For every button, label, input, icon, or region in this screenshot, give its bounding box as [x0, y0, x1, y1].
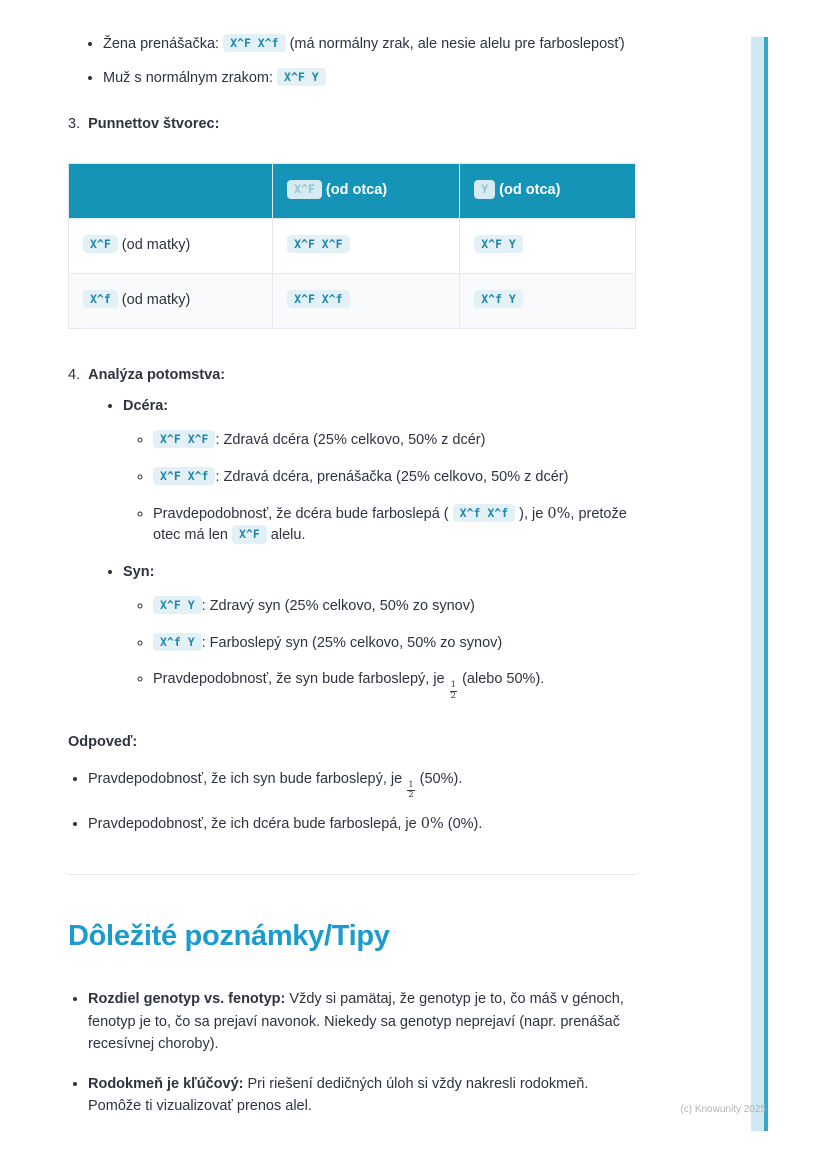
genotype-code-chip: X^f X^f [453, 504, 515, 522]
subsection-label: Dcéra: [123, 398, 169, 415]
scrollbar-track[interactable] [751, 37, 764, 1131]
table-header-cell [460, 164, 636, 219]
genotype-code-chip: Y [474, 180, 495, 198]
row-label: (od matky) [117, 237, 191, 253]
list-number: 3. [68, 115, 81, 132]
list-item-son [123, 562, 636, 702]
list-item-daughter [123, 396, 636, 547]
item-text: : Farboslepý syn (25% celkovo, 50% zo synov) [201, 634, 503, 651]
table-header-cell-empty [69, 164, 273, 219]
genotype-code-chip: X^F [287, 180, 322, 198]
row-label: (od matky) [117, 291, 191, 308]
item-text: Pravdepodobnosť, že dcéra bude farboslepá ( [153, 505, 453, 522]
genotype-code-chip: X^F Y [474, 235, 523, 253]
genotype-code-chip: X^F Y [153, 596, 202, 614]
fraction [450, 681, 457, 702]
item-text: Pravdepodobnosť, že ich syn bude farboslepý, je [88, 770, 407, 787]
list-item [88, 1073, 636, 1118]
table-cell [460, 273, 636, 328]
fraction-denominator: 2 [450, 691, 457, 702]
list-item [153, 430, 636, 452]
item-text: (alebo 50%). [458, 671, 545, 688]
item-text: , pretože otec má len [153, 505, 627, 544]
list-item [153, 504, 636, 548]
table-cell [273, 219, 460, 274]
list-item [88, 814, 636, 836]
math-inline: 0% [420, 816, 444, 833]
item-text: : Zdravá dcéra (25% celkovo, 50% z dcér) [215, 432, 486, 448]
header-label: (od otca) [495, 182, 561, 199]
row-header-cell [69, 219, 273, 274]
list-item [88, 769, 636, 802]
list-item [153, 669, 636, 702]
genotype-code-chip: X^f Y [153, 633, 202, 651]
item-text: (0%). [443, 816, 483, 833]
item-text: Pravdepodobnosť, že syn bude farboslepý, je [153, 671, 449, 688]
tip-text: Vždy si pamätaj, že genotyp je to, čo máš v génoch, fenotyp je to, čo sa prejaví navonok. Niekedy sa genotyp neprejaví (napr. prenášač recesívnej choroby). [88, 991, 624, 1053]
section-divider [68, 874, 636, 875]
document-content [68, 24, 636, 1135]
answer-list [68, 769, 636, 836]
table-header-cell [273, 164, 460, 219]
item-text: : Zdravá dcéra, prenášačka (25% celkovo, 50% z dcér) [215, 468, 569, 485]
genotype-code-chip: X^F [83, 235, 118, 253]
notes-heading: Dôležité poznámky/Tipy [68, 919, 390, 952]
tip-text: Pri riešení dedičných úloh si vždy nakresli rodokmeň. Pomôže ti vizualizovať prenos alel. [88, 1075, 589, 1115]
genotype-code-chip: X^F Y [277, 68, 326, 86]
genotype-code-chip: X^F X^f [223, 34, 285, 52]
table-row [69, 273, 636, 328]
list-item [153, 467, 636, 489]
tip-title: Rodokmeň je kľúčový: [88, 1075, 244, 1092]
genotype-code-chip: X^F X^F [153, 430, 215, 448]
list-item [153, 633, 636, 655]
list-item [103, 34, 636, 56]
daughter-sub-list [123, 430, 636, 547]
genotype-code-chip: X^F X^f [287, 290, 349, 308]
list-item [153, 596, 636, 618]
genotype-code-chip: X^f [83, 290, 118, 308]
footer-credit: (c) Knowunity 2025 [680, 1104, 766, 1115]
list-item [88, 988, 636, 1055]
item-text: ), je [515, 505, 548, 522]
tips-list [68, 988, 636, 1117]
list-number: 4. [68, 366, 81, 383]
fraction-numerator: 1 [408, 779, 414, 790]
numbered-heading-punnett [68, 114, 636, 136]
tip-title: Rozdiel genotyp vs. fenotyp: [88, 991, 286, 1008]
item-text: Pravdepodobnosť, že ich dcéra bude farboslepá, je [88, 816, 421, 833]
punnett-table [68, 163, 636, 328]
table-cell [460, 219, 636, 274]
genotype-code-chip: X^F X^F [287, 235, 349, 253]
intro-text-pre: Muž s normálnym zrakom: [103, 69, 278, 86]
son-sub-list [123, 596, 636, 702]
genotype-code-chip: X^F [232, 525, 267, 543]
item-text: (50%). [415, 770, 463, 787]
intro-text-post: (má normálny zrak, ale nesie alelu pre farbosleposť) [285, 36, 625, 52]
scrollbar-thumb[interactable] [764, 37, 768, 1131]
table-cell [273, 273, 460, 328]
intro-text-pre: Žena prenášačka: [103, 36, 224, 52]
item-text: alelu. [266, 527, 306, 544]
header-label: (od otca) [321, 182, 388, 199]
genotype-code-chip: X^F X^f [153, 467, 215, 485]
table-row [69, 219, 636, 274]
row-header-cell [69, 273, 273, 328]
fraction-denominator: 2 [408, 790, 414, 801]
analysis-list [68, 396, 636, 702]
section-title: Punnettov štvorec: [88, 115, 220, 132]
intro-bullet-list [68, 34, 636, 90]
section-title: Analýza potomstva: [88, 366, 226, 383]
table-header-row [69, 164, 636, 219]
subsection-label: Syn: [123, 564, 155, 580]
fraction [407, 781, 414, 802]
genotype-code-chip: X^f Y [474, 290, 523, 308]
answer-heading: Odpoveď: [68, 733, 138, 750]
item-text: : Zdravý syn (25% celkovo, 50% zo synov) [201, 597, 475, 614]
fraction-numerator: 1 [450, 680, 457, 691]
numbered-heading-analysis [68, 365, 636, 387]
list-item [103, 68, 636, 90]
math-inline: 0% [547, 505, 571, 522]
